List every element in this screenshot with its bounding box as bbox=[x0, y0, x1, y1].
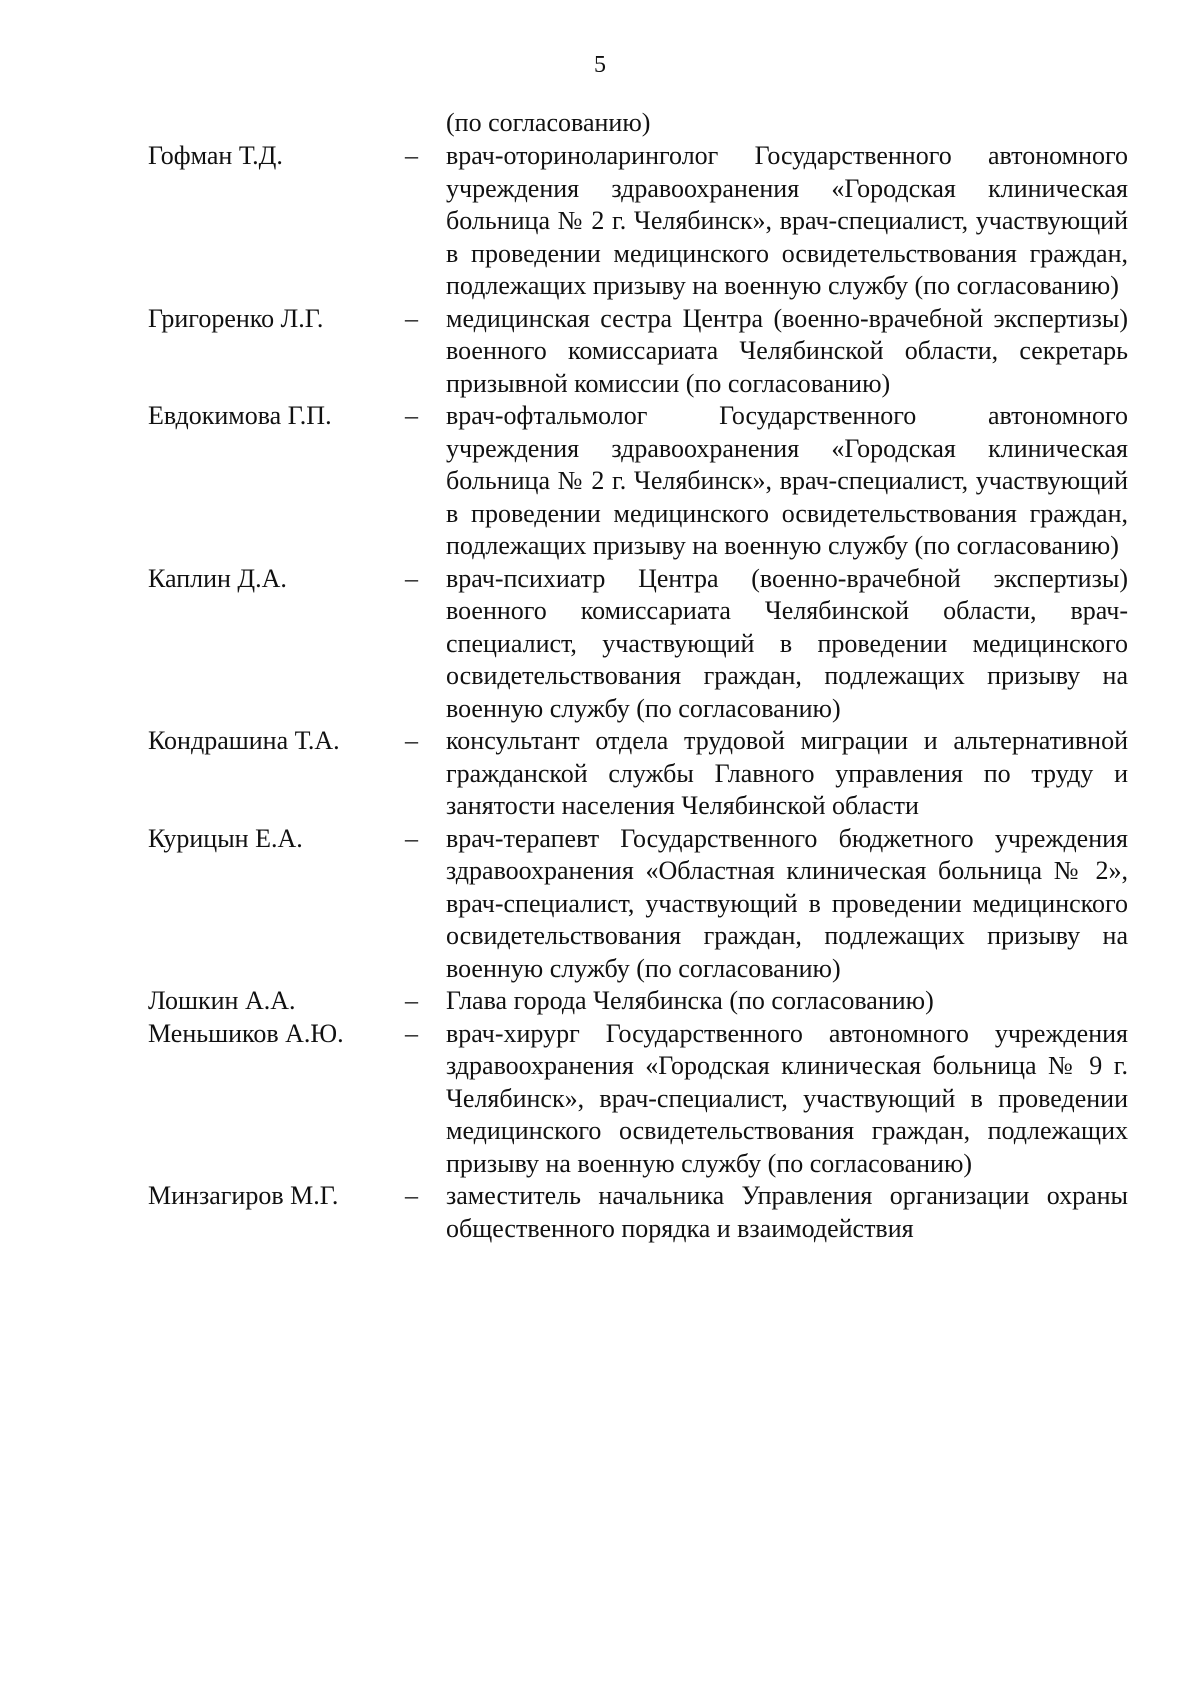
member-name: Курицын Е.А. bbox=[148, 823, 303, 853]
list-item bbox=[0, 1180, 1200, 1245]
list-item bbox=[0, 563, 1200, 726]
dash-separator: – bbox=[405, 563, 418, 593]
member-name: Лошкин А.А. bbox=[148, 986, 296, 1015]
dash-separator: – bbox=[405, 726, 418, 755]
list-item bbox=[0, 725, 1200, 823]
dash-separator: – bbox=[405, 141, 418, 170]
member-list bbox=[0, 140, 1200, 1245]
member-description: врач-терапевт Государственного бюджетного учреждения здравоохранения «Областная клиническая больница № 2», врач-специалист, участвующий в проведении медицинского освидетельствования граждан, подлежащих призыву на военную службу (по согласованию) bbox=[446, 823, 1128, 983]
member-description: врач-хирург Государственного автономного учреждения здравоохранения «Городская клиническая больница № 9 г. Челябинск», врач-специалист, участвующий в проведении медицинского освидетельствования граждан, подлежащих призыву на военную службу (по согласованию) bbox=[446, 1018, 1128, 1178]
member-description: консультант отдела трудовой миграции и альтернативной гражданской службы Главного управления по труду и занятости населения Челябинской области bbox=[446, 726, 1128, 820]
dash-separator: – bbox=[405, 401, 418, 430]
dash-separator: – bbox=[405, 986, 418, 1015]
member-description: врач-офтальмолог Государственного автономного учреждения здравоохранения «Городская клиническая больница № 2 г. Челябинск», врач-специалист, участвующий в проведении медицинского освидетельствования граждан, подлежащих призыву на военную службу (по согласованию) bbox=[446, 401, 1128, 560]
dash-separator: – bbox=[405, 823, 418, 853]
member-name: Гофман Т.Д. bbox=[148, 141, 283, 170]
list-item bbox=[0, 823, 1200, 986]
dash-separator: – bbox=[405, 1181, 418, 1210]
continuation-text: (по согласованию) bbox=[446, 108, 651, 137]
member-name: Каплин Д.А. bbox=[148, 563, 287, 593]
member-name: Григоренко Л.Г. bbox=[148, 303, 324, 333]
dash-separator: – bbox=[405, 1018, 418, 1048]
list-item bbox=[0, 400, 1200, 563]
member-description: заместитель начальника Управления организации охраны общественного порядка и взаимодействия bbox=[446, 1181, 1128, 1243]
list-item bbox=[0, 985, 1200, 1018]
member-name: Минзагиров М.Г. bbox=[148, 1181, 339, 1210]
member-name: Меньшиков А.Ю. bbox=[148, 1018, 344, 1048]
member-name: Евдокимова Г.П. bbox=[148, 401, 332, 430]
member-description: врач-оториноларинголог Государственного автономного учреждения здравоохранения «Городская клиническая больница № 2 г. Челябинск», врач-специалист, участвующий в проведении медицинского освидетельствования граждан, подлежащих призыву на военную службу (по согласованию) bbox=[446, 141, 1128, 300]
member-description: Глава города Челябинска (по согласованию) bbox=[446, 986, 934, 1015]
dash-separator: – bbox=[405, 303, 418, 333]
list-item bbox=[0, 140, 1200, 303]
member-name: Кондрашина Т.А. bbox=[148, 726, 340, 755]
list-item bbox=[0, 303, 1200, 401]
member-description: врач-психиатр Центра (военно-врачебной экспертизы) военного комиссариата Челябинской области, врач-специалист, участвующий в проведении медицинского освидетельствования граждан, подлежащих призыву на военную службу (по согласованию) bbox=[446, 563, 1128, 723]
list-item bbox=[0, 1018, 1200, 1181]
member-description: медицинская сестра Центра (военно-врачебной экспертизы) военного комиссариата Челябинской области, секретарь призывной комиссии (по согласованию) bbox=[446, 303, 1128, 398]
page-number: 5 bbox=[594, 52, 606, 78]
